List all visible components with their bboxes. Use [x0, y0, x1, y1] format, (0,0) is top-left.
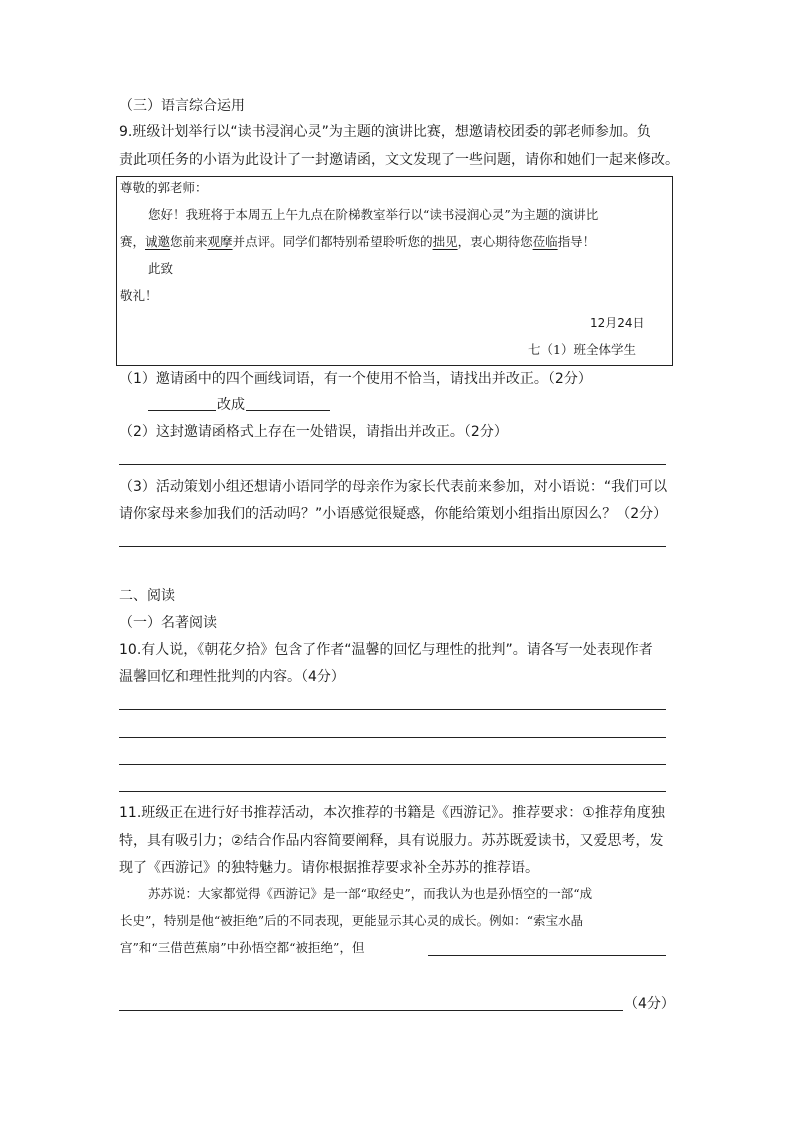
letter-body-line2 [120, 233, 595, 251]
underlined-word-1: 诚邀 [145, 234, 171, 249]
section-title-classics: （一）名著阅读 [119, 615, 217, 631]
q10-stem-line2: 温馨回忆和理性批判的内容。（4分） [119, 669, 345, 685]
underlined-word-3: 拙见 [432, 234, 458, 249]
q9-sub1-change-to: 改成 [217, 397, 245, 413]
answer-line-q9-2[interactable] [119, 464, 666, 465]
answer-blank-wrong-word[interactable] [148, 410, 216, 411]
letter-text: 并点评。同学们都特别希望聆听您的 [232, 234, 433, 249]
part-title-reading: 二、阅读 [119, 588, 175, 604]
q11-stem-line2: 特，具有吸引力；②结合作品内容简要阐释，具有说服力。苏苏既爱读书，又爱思考，发 [119, 833, 664, 849]
q9-sub2: （2）这封邀请函格式上存在一处错误，请指出并改正。（2分） [119, 424, 508, 440]
q9-sub1: （1）邀请函中的四个画线词语，有一个使用不恰当，请找出并改正。（2分） [119, 371, 592, 387]
section-title-language-use: （三）语言综合运用 [119, 98, 245, 114]
q9-stem-line1: 9.班级计划举行以“读书浸润心灵”为主题的演讲比赛，想邀请校团委的郭老师参加。负 [119, 124, 651, 140]
q11-stem-line3: 现了《西游记》的独特魅力。请你根据推荐要求补全苏苏的推荐语。 [119, 860, 539, 876]
answer-line-q10-1[interactable] [119, 709, 666, 710]
answer-line-q9-3[interactable] [119, 546, 666, 547]
answer-line-q10-3[interactable] [119, 764, 666, 765]
letter-text: 指导！ [557, 234, 596, 249]
q9-stem-line2: 责此项任务的小语为此设计了一封邀请函，文文发现了一些问题，请你和她们一起来修改。 [119, 152, 679, 168]
q10-stem-line1: 10.有人说，《朝花夕拾》包含了作者“温馨的回忆与理性的批判”。请各写一处表现作者 [119, 642, 653, 658]
q9-sub3-line2: 请你家母来参加我们的活动吗？”小语感觉很疑惑，你能给策划小组指出原因么？（2分） [119, 506, 668, 522]
q11-passage-line2: 长史”，特别是他“被拒绝”后的不同表现，更能显示其心灵的成长。例如：“索宝水晶 [120, 913, 584, 928]
answer-blank-correct-word[interactable] [246, 410, 330, 411]
invitation-letter-box [116, 176, 673, 366]
letter-salutation: 尊敬的郭老师： [120, 180, 208, 195]
q11-stem-line1: 11.班级正在进行好书推荐活动，本次推荐的书籍是《西游记》。推荐要求：①推荐角度独 [119, 805, 665, 821]
letter-date: 12月24日 [590, 316, 645, 330]
answer-line-q10-4[interactable] [119, 791, 666, 792]
letter-signature: 七（1）班全体学生 [528, 342, 636, 357]
answer-line-q11-1[interactable] [428, 955, 666, 956]
underlined-word-4: 莅临 [532, 234, 558, 249]
letter-text: 您前来 [170, 234, 208, 249]
letter-closing-line1: 此致 [148, 261, 174, 276]
q11-score: （4分） [624, 996, 675, 1012]
answer-line-q10-2[interactable] [119, 737, 666, 738]
underlined-word-2: 观摩 [207, 234, 233, 249]
letter-text: ，衷心期待您 [457, 234, 533, 249]
q11-passage-line3: 宫”和“三借芭蕉扇”中孙悟空都“被拒绝”，但 [120, 940, 365, 955]
answer-line-q11-2[interactable] [119, 1010, 623, 1011]
letter-closing-line2: 敬礼！ [120, 288, 158, 303]
letter-text: 赛， [120, 234, 146, 249]
q11-passage-line1: 苏苏说：大家都觉得《西游记》是一部“取经史”，而我认为也是孙悟空的一部“成 [148, 886, 593, 901]
letter-body-line1: 您好！我班将于本周五上午九点在阶梯教室举行以“读书浸润心灵”为主题的演讲比 [148, 207, 599, 222]
q9-sub3-line1: （3）活动策划小组还想请小语同学的母亲作为家长代表前来参加，对小语说：“我们可以 [119, 479, 668, 495]
